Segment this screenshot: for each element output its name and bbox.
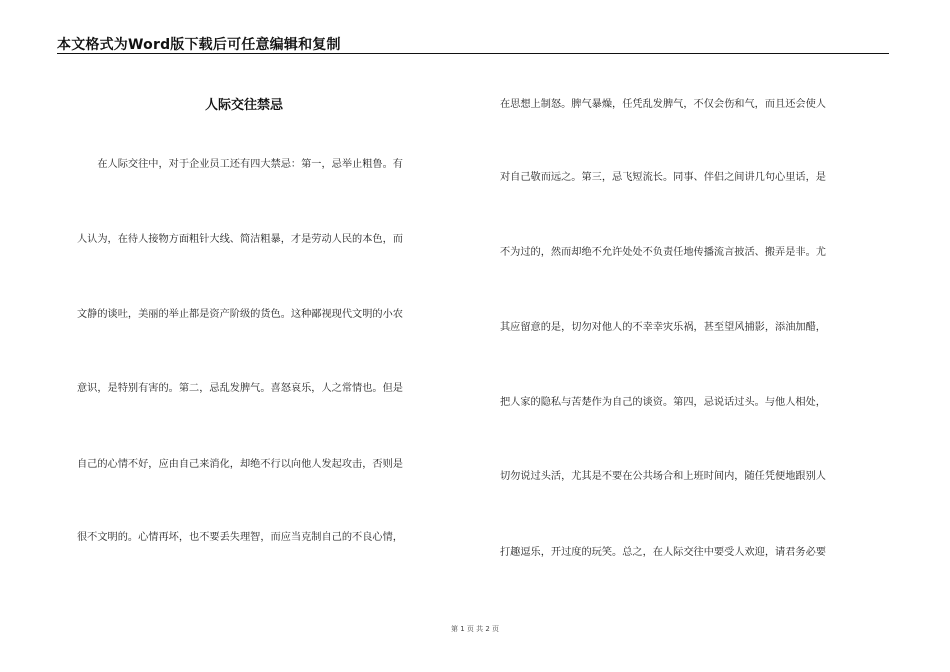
text-line: 切勿说过头活，尤其是不要在公共场合和上班时间内，随任凭便地跟别人 bbox=[500, 471, 826, 482]
text-line: 在思想上制怒。脾气暴燥，任凭乱发脾气，不仅会伤和气，而且还会使人 bbox=[500, 99, 826, 110]
text-line: 不为过的，然而却绝不允许处处不负责任地传播流言披活、搬弄是非。尤 bbox=[500, 247, 826, 258]
text-line: 文静的谈吐，美丽的举止都是资产阶级的货色。这种鄙视现代文明的小农 bbox=[77, 309, 403, 320]
text-line: 自己的心情不好，应由自己来消化，却绝不行以向他人发起攻击，否则是 bbox=[77, 459, 403, 470]
text-line: 意识，是特别有害的。第二，忌乱发脾气。喜怒哀乐，人之常情也。但是 bbox=[77, 383, 403, 394]
text-line: 其应留意的是，切勿对他人的不幸幸灾乐祸，甚至望风捕影，添油加醋， bbox=[500, 322, 826, 333]
download-banner: 本文格式为Word版下载后可任意编辑和复制 bbox=[57, 37, 341, 53]
text-line: 把人家的隐私与苦楚作为自己的谈资。第四，忌说话过头。与他人相处， bbox=[500, 397, 826, 408]
text-line: 对自己敬而远之。第三，忌飞短流长。同事、伴侣之间讲几句心里话，是 bbox=[500, 172, 826, 183]
text-line: 打趣逗乐，开过度的玩笑。总之，在人际交往中要受人欢迎，请君务必要 bbox=[500, 547, 826, 558]
document-title: 人际交往禁忌 bbox=[205, 98, 284, 113]
text-line: 很不文明的。心情再坏，也不要丢失理智，而应当克制自己的不良心情， bbox=[77, 532, 403, 543]
text-line: 在人际交往中，对于企业员工还有四大禁忌：第一，忌举止粗鲁。有 bbox=[77, 159, 403, 170]
page-number: 第 1 页 共 2 页 bbox=[450, 625, 500, 633]
header-rule bbox=[57, 53, 889, 54]
text-line: 人认为，在待人接物方面粗针大线、简洁粗暴，才是劳动人民的本色，而 bbox=[77, 234, 403, 245]
